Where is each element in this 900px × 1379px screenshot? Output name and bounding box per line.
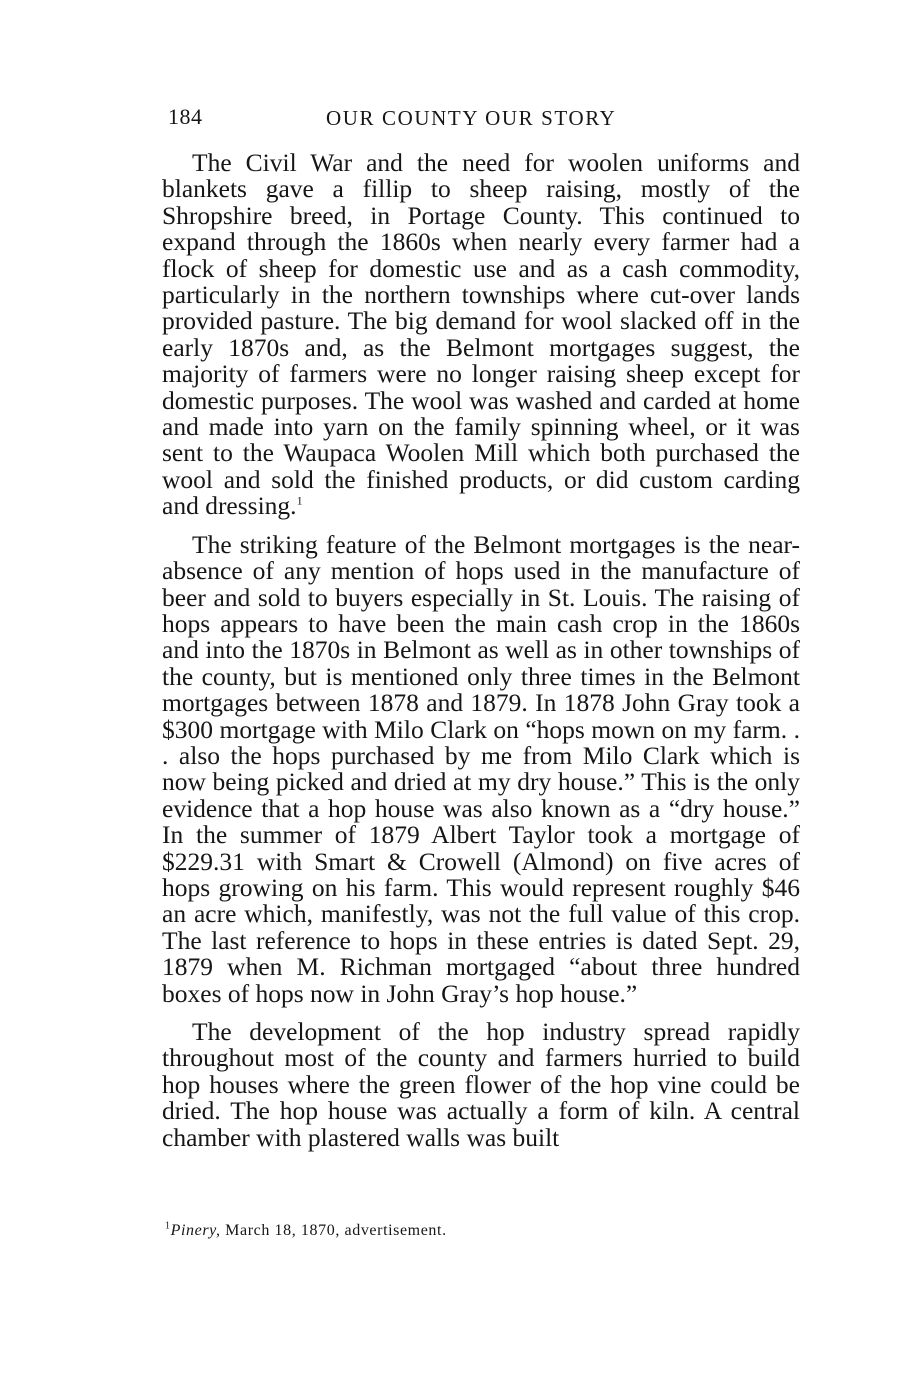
footnote-source: Pinery, <box>170 1222 221 1239</box>
running-head <box>168 104 800 134</box>
running-title: OUR COUNTY OUR STORY <box>326 106 617 130</box>
paragraph-hop-industry <box>162 1019 800 1151</box>
body-text <box>162 150 800 1163</box>
footnote-mark: 1 <box>165 1220 171 1232</box>
paragraph-text: The development of the hop industry spread rapidly throughout most of the county and farmers hurried to build hop houses where the green flower of the hop vine could be dried. The hop house was actually a form of kiln. A central chamber with plastered walls was built <box>162 1017 800 1152</box>
footnote <box>165 1222 765 1240</box>
page-number: 184 <box>168 104 203 129</box>
paragraph-text: The striking feature of the Belmont mortgages is the near-absence of any mention of hops used in the manufacture of beer and sold to buyers especially in St. Louis. The raising of hops appears to have been the main cash crop in the 1860s and into the 1870s in Belmont as well as in other townships of the county, but is mentioned only three times in the Belmont mortgages between 1878 and 1879. In 1878 John Gray took a $300 mortgage with Milo Clark on “hops mown on my farm. . . also the hops purchased by me from Milo Clark which is now being picked and dried at my dry house.” This is the only evidence that a hop house was also known as a “dry house.” In the summer of 1879 Albert Taylor took a mortgage of $229.31 with Smart & Crowell (Almond) on five acres of hops growing on his farm. This would represent roughly $46 an acre which, manifestly, was not the full value of this crop. The last reference to hops in these entries is dated Sept. 29, 1879 when M. Richman mortgaged “about three hundred boxes of hops now in John Gray’s hop house.” <box>162 529 800 1008</box>
paragraph-hops-mortgages <box>162 529 800 1008</box>
paragraph-text: The Civil War and the need for woolen uniforms and blankets gave a fillip to sheep raising, mostly of the Shropshire breed, in Portage County. This continued to expand through the 1860s when nearly every farmer had a flock of sheep for domestic use and as a cash commodity, particularly in the northern townships where cut-over lands provided pasture. The big demand for wool slacked off in the early 1870s and, as the Belmont mortgages suggest, the majority of farmers were no longer raising sheep except for domestic purposes. The wool was washed and carded at home and made into yarn on the family spinning wheel, or it was sent to the Waupaca Woolen Mill which both purchased the wool and sold the finished products, or did custom carding and dressing. <box>162 148 800 521</box>
paragraph-sheep-raising <box>162 150 800 520</box>
footnote-reference: 1 <box>296 493 303 508</box>
footnote-text: March 18, 1870, advertisement. <box>220 1222 447 1239</box>
